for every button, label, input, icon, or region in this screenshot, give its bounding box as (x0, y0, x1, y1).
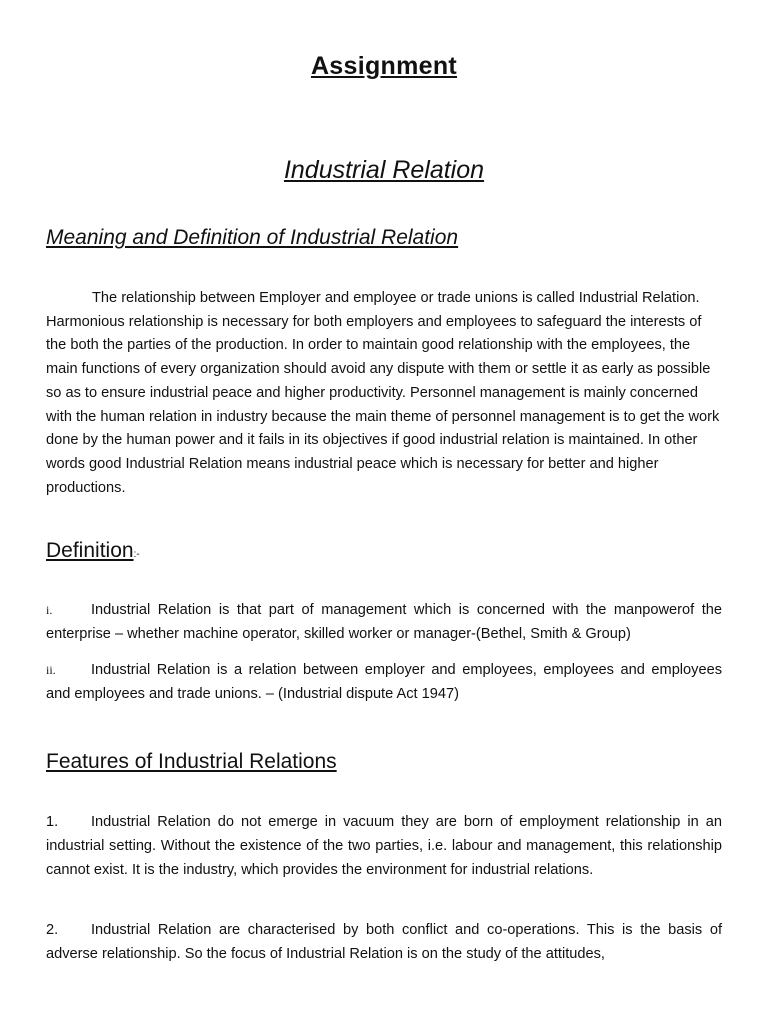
feature-item-text: Industrial Relation are characterised by both conflict and co-operations. This is the basis of adverse relationship. So the focus of Industrial Relation is on the study of the attitudes, (46, 922, 722, 962)
meaning-paragraph: The relationship between Employer and employee or trade unions is called Industrial Relation. Harmonious relationship is necessary for both employers and employees to safeguard the interests of the both the parties of the production. In order to maintain good relationship with the employees, the main functions of every organization should avoid any dispute with them or settle it as early as possible so as to ensure industrial peace and higher productivity. Personnel management is mainly concerned with the human relation in industry because the main theme of personnel management is to get the work done by the human power and it fails in its objectives if good industrial relation is maintained. In other words good Industrial Relation means industrial peace which is necessary for better and higher productions. (46, 290, 720, 496)
definition-item-number: i. (46, 603, 53, 617)
definition-item-text: Industrial Relation is that part of management which is concerned with the manpowerof the enterprise – whether machine operator, skilled worker or manager-(Bethel, Smith & Group) (46, 602, 722, 642)
section-heading-definition (46, 539, 140, 563)
section-heading-features: Features of Industrial Relations (46, 750, 337, 773)
section-heading-meaning: Meaning and Definition of Industrial Relation (46, 226, 459, 249)
document-title: Assignment (310, 52, 458, 80)
document-subtitle: Industrial Relation (283, 156, 485, 184)
feature-item-number: 1. (46, 814, 59, 830)
feature-item-text: Industrial Relation do not emerge in vacuum they are born of employment relationship in an industrial setting. Without the existence of the two parties, i.e. labour and management, this relationship cannot exist. It is the industry, which provides the environment for industrial relations. (46, 814, 722, 878)
definition-item (46, 658, 722, 706)
definition-item (46, 598, 722, 646)
feature-item (46, 810, 722, 882)
definition-item-number: ii. (46, 663, 56, 677)
feature-item (46, 918, 722, 966)
definition-heading-text: Definition (46, 539, 134, 562)
definition-heading-suffix: :- (133, 549, 140, 560)
feature-item-number: 2. (46, 922, 59, 938)
definition-item-text: Industrial Relation is a relation between employer and employees, employees and employees and employees and trade unions. – (Industrial dispute Act 1947) (46, 662, 722, 702)
